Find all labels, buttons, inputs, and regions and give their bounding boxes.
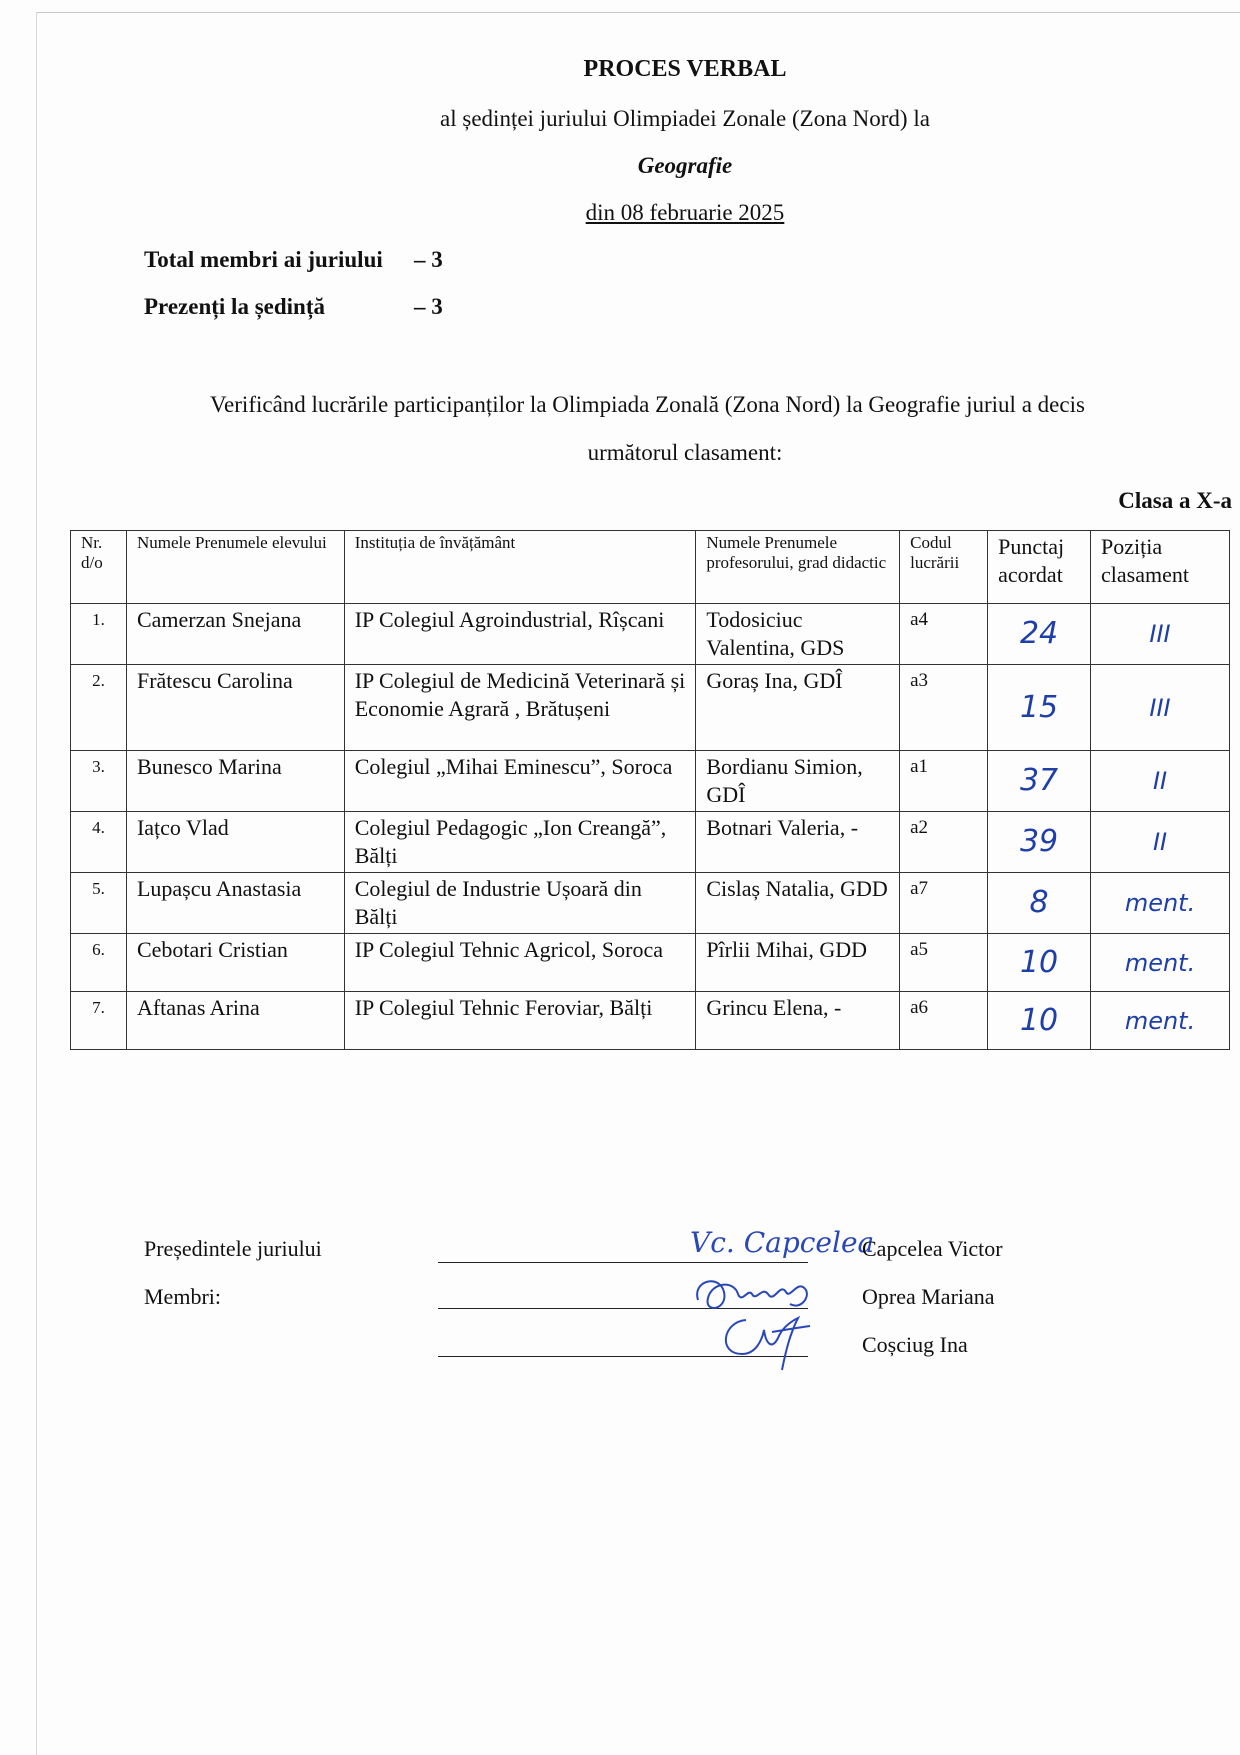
member2-signature [712,1310,822,1374]
table-row [71,934,1230,992]
president-signature-line [438,1262,808,1263]
row-nr: 4. [71,812,127,873]
row-score: 39 [988,812,1091,873]
member2-name: Coșciug Ina [862,1332,968,1357]
header-position: Poziția clasament [1091,531,1230,604]
header-score: Punctaj acordat [988,531,1091,604]
row-code: a2 [900,812,988,873]
president-label: Președintele juriului [144,1236,322,1261]
row-position: ment. [1091,934,1230,992]
row-student: Bunesco Marina [126,751,344,812]
row-teacher: Pîrlii Mihai, GDD [696,934,900,992]
president-signature: Vc. Capcelea [690,1226,875,1259]
row-score: 10 [988,934,1091,992]
row-position: ment. [1091,873,1230,934]
subject-title: Geografie [637,153,733,178]
row-position: III [1091,665,1230,751]
row-student: Cebotari Cristian [126,934,344,992]
row-student: Camerzan Snejana [126,604,344,665]
row-nr: 6. [71,934,127,992]
row-institution: IP Colegiul Tehnic Agricol, Soroca [344,934,696,992]
row-code: a1 [900,751,988,812]
row-code: a6 [900,992,988,1050]
results-table [70,530,1230,1050]
row-score: 37 [988,751,1091,812]
members-label: Membri: [144,1284,221,1309]
row-nr: 2. [71,665,127,751]
table-row [71,873,1230,934]
header-institution: Instituția de învățământ [344,531,696,604]
table-row [71,604,1230,665]
row-position: II [1091,812,1230,873]
row-student: Frătescu Carolina [126,665,344,751]
row-nr: 7. [71,992,127,1050]
table-row [71,992,1230,1050]
member1-name: Oprea Mariana [862,1284,995,1309]
header-nr: Nr. d/o [71,531,127,604]
row-code: a3 [900,665,988,751]
row-score: 10 [988,992,1091,1050]
row-position: ment. [1091,992,1230,1050]
header-student: Numele Prenumele elevului [126,531,344,604]
intro-paragraph-line2: următorul clasament: [587,440,783,465]
row-student: Iațco Vlad [126,812,344,873]
table-row [71,751,1230,812]
row-nr: 5. [71,873,127,934]
row-institution: IP Colegiul Agroindustrial, Rîșcani [344,604,696,665]
table-row [71,665,1230,751]
total-members-row [144,247,443,273]
row-code: a7 [900,873,988,934]
row-teacher: Bordianu Simion, GDÎ [696,751,900,812]
row-position: II [1091,751,1230,812]
table-row [71,812,1230,873]
document-title: PROCES VERBAL [583,56,787,82]
row-nr: 1. [71,604,127,665]
total-members-label: Total membri ai juriului [144,247,383,272]
document-date: din 08 februarie 2025 [585,200,785,225]
row-score: 15 [988,665,1091,751]
class-label: Clasa a X-a [1118,488,1232,513]
total-members-value: – 3 [414,247,443,272]
page-edge-top [36,12,1240,13]
document-subtitle: al ședinței juriului Olimpiadei Zonale (Zona Nord) la [440,106,930,131]
row-teacher: Grincu Elena, - [696,992,900,1050]
table-header-row [71,531,1230,604]
header-code: Codul lucrării [900,531,988,604]
present-members-label: Prezenți la ședință [144,294,325,319]
header-teacher: Numele Prenumele profesorului, grad didactic [696,531,900,604]
row-code: a5 [900,934,988,992]
row-institution: IP Colegiul Tehnic Feroviar, Bălți [344,992,696,1050]
row-score: 8 [988,873,1091,934]
president-name: Capcelea Victor [862,1236,1003,1261]
row-institution: Colegiul de Industrie Ușoară din Bălți [344,873,696,934]
intro-paragraph-line1: Verificând lucrările participanților la Olimpiada Zonală (Zona Nord) la Geografie juriul a decis [210,392,1085,417]
row-code: a4 [900,604,988,665]
row-teacher: Cislaș Natalia, GDD [696,873,900,934]
row-student: Lupașcu Anastasia [126,873,344,934]
row-institution: Colegiul „Mihai Eminescu”, Soroca [344,751,696,812]
row-institution: IP Colegiul de Medicină Veterinară și Economie Agrară , Brătușeni [344,665,696,751]
row-student: Aftanas Arina [126,992,344,1050]
present-members-row [144,294,443,320]
row-nr: 3. [71,751,127,812]
row-teacher: Botnari Valeria, - [696,812,900,873]
present-members-value: – 3 [414,294,443,319]
row-teacher: Todosiciuc Valentina, GDS [696,604,900,665]
row-score: 24 [988,604,1091,665]
row-institution: Colegiul Pedagogic „Ion Creangă”, Bălți [344,812,696,873]
row-position: III [1091,604,1230,665]
page-edge-left [36,12,37,1755]
row-teacher: Goraș Ina, GDÎ [696,665,900,751]
